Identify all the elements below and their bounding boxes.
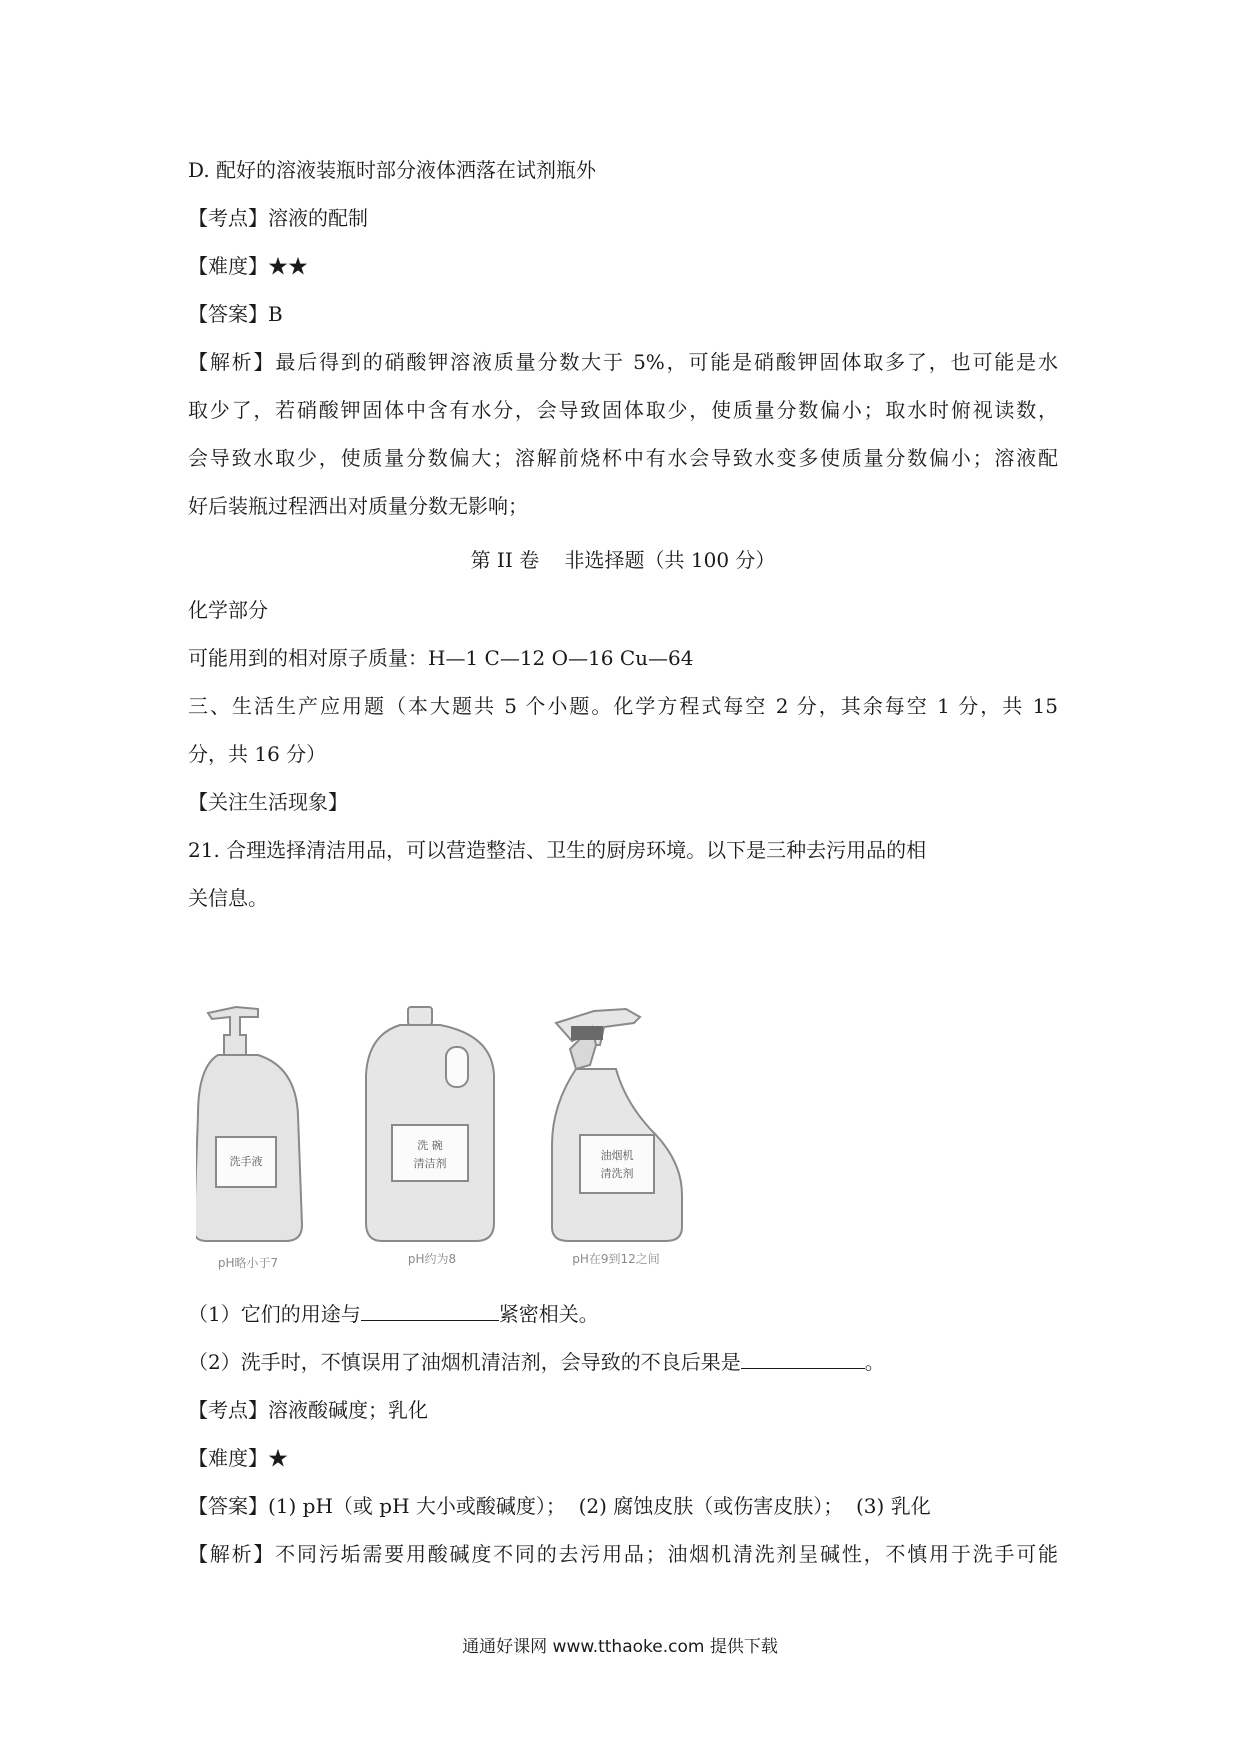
section-heading: 第 II 卷 非选择题（共 100 分） [470, 548, 776, 572]
bottle-caption: pH约为8 [407, 1252, 457, 1266]
bottle-label: 洗手液 [229, 1155, 263, 1168]
exam-point: 【考点】溶液酸碱度；乳化 [188, 1398, 428, 1422]
answer-blank[interactable] [361, 1300, 499, 1321]
sub-question-1-text: 紧密相关。 [498, 1302, 599, 1326]
spray-bottle-icon [552, 1009, 682, 1241]
part-three-heading: 三、生活生产应用题（本大题共 5 个小题。化学方程式每空 2 分，其余每空 1 分，共 15 [188, 694, 1058, 718]
sub-question-2 [188, 1348, 1058, 1376]
sub-question-2-text: 。 [864, 1350, 885, 1374]
analysis-line: 【解析】不同污垢需要用酸碱度不同的去污用品；油烟机清洗剂呈碱性，不慎用于洗手可能 [188, 1542, 1058, 1566]
pump-bottle-icon [196, 1007, 302, 1241]
bottle-label: 清洁剂 [413, 1157, 447, 1170]
part-three-heading: 分，共 16 分） [188, 742, 327, 766]
footer-watermark: 通通好课网 www.tthaoke.com 提供下载 [462, 1637, 778, 1657]
topic-heading: 【关注生活现象】 [188, 790, 348, 814]
exam-point: 【考点】溶液的配制 [188, 206, 368, 230]
bottle-label: 清洗剂 [600, 1167, 634, 1180]
difficulty: 【难度】★★ [188, 254, 308, 278]
sub-question-1 [188, 1300, 1058, 1328]
sub-question-2-text: （2）洗手时，不慎误用了油烟机清洁剂，会导致的不良后果是 [188, 1350, 741, 1374]
difficulty: 【难度】★ [188, 1446, 288, 1470]
jug-bottle-icon [366, 1007, 494, 1241]
subject-heading: 化学部分 [188, 598, 268, 622]
bottle-caption: pH略小于7 [217, 1256, 279, 1270]
bottle-label: 洗 碗 [417, 1139, 443, 1152]
answer: 【答案】B [188, 302, 283, 326]
bottle-caption: pH在9到12之间 [572, 1252, 660, 1266]
option-d: D. 配好的溶液装瓶时部分液体洒落在试剂瓶外 [188, 158, 597, 182]
bottle-label: 油烟机 [600, 1149, 634, 1162]
analysis-line: 【解析】最后得到的硝酸钾溶液质量分数大于 5%，可能是硝酸钾固体取多了，也可能是水 [188, 350, 1058, 374]
analysis-line: 好后装瓶过程洒出对质量分数无影响； [188, 494, 528, 518]
answer: 【答案】(1) pH（或 pH 大小或酸碱度）； (2) 腐蚀皮肤（或伤害皮肤）； (3) 乳化 [188, 1494, 931, 1518]
question-21: 21. 合理选择清洁用品，可以营造整洁、卫生的厨房环境。以下是三种去污用品的相 [188, 838, 927, 862]
question-21: 关信息。 [188, 886, 268, 910]
sub-question-1-text: （1）它们的用途与 [188, 1302, 361, 1326]
atomic-mass-note: 可能用到的相对原子质量：H—1 C—12 O—16 Cu—64 [188, 646, 694, 670]
analysis-line: 会导致水取少，使质量分数偏大；溶解前烧杯中有水会导致水变多使质量分数偏小；溶液配 [188, 446, 1058, 470]
cleaning-products-figure [196, 1005, 786, 1275]
analysis-line: 取少了，若硝酸钾固体中含有水分，会导致固体取少，使质量分数偏小；取水时俯视读数， [188, 398, 1058, 422]
answer-blank[interactable] [741, 1348, 865, 1369]
